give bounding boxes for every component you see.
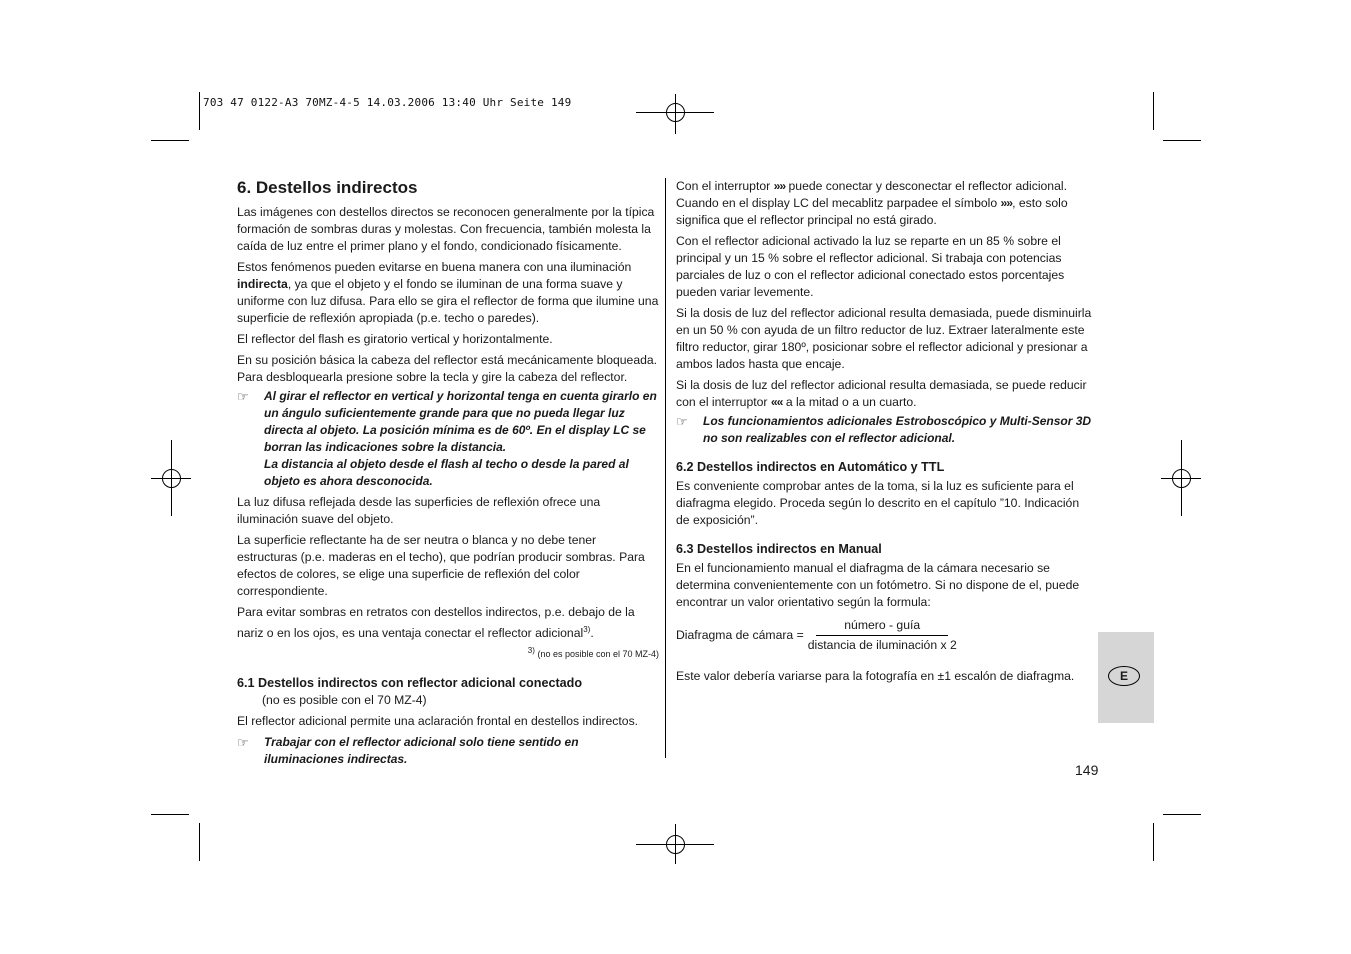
paragraph: Estos fenómenos pueden evitarse en buena manera con una iluminación indirecta, ya que el objeto y el fondo se iluminan de una forma suave y uniforme con luz difusa. Para ello se gira el reflector de forma que ilumine una superficie de reflexión apropiada (p.e. techo o paredes).: [237, 260, 659, 325]
crop-mark: [1163, 140, 1201, 141]
registration-mark-right: [1161, 440, 1201, 516]
registration-mark-top: [636, 94, 714, 134]
note-text: Al girar el reflector en vertical y horizontal tenga en cuenta girarlo en un ángulo suficientemente grande para que no pueda llegar luz directa al objeto. La posición mínima es de 60º. En el display LC se borran las indicaciones sobre la distancia.: [264, 389, 657, 454]
formula-label: Diafragma de cámara =: [676, 628, 804, 642]
paragraph: La superficie reflectante ha de ser neutra o blanca y no debe tener estructuras (p.e. maderas en el techo), que podrían producir sombras. Para efectos de colores, se elige una superficie de reflexión del color correspondiente.: [237, 533, 645, 598]
paragraph: Con el reflector adicional activado la luz se reparte en un 85 % sobre el principal y un 15 % sobre el reflector adicional. Si trabaja con potencias parciales de luz o con el reflector adicional conectado estos porcentajes pueden variar levemente.: [676, 234, 1065, 299]
right-column: [676, 178, 1096, 689]
note-text: Trabajar con el reflector adicional solo tiene sentido en iluminaciones indirectas.: [264, 735, 579, 767]
note-text: La distancia al objeto desde el flash al techo o desde la pared al objeto es ahora desconocida.: [264, 457, 629, 488]
crop-mark: [199, 823, 200, 861]
note-block: [237, 388, 659, 490]
subsection-title: 6.3 Destellos indirectos en Manual: [676, 542, 882, 556]
footnote: 3) (no es posible con el 70 MZ-4): [527, 646, 659, 660]
crop-mark: [1163, 814, 1201, 815]
crop-mark: [151, 814, 189, 815]
paragraph: El reflector del flash es giratorio vertical y horizontalmente.: [237, 332, 553, 346]
switch-icon: »»: [773, 179, 786, 193]
formula-denominator: distancia de iluminación x 2: [807, 638, 957, 652]
paragraph: En su posición básica la cabeza del reflector está mecánicamente bloqueada. Para desbloquearla presione sobre la tecla y gire la cabeza del reflector.: [237, 353, 658, 384]
paragraph: En el funcionamiento manual el diafragma de la cámara necesario se determina convenientemente con un fotómetro. Si no dispone de el, puede encontrar un valor orientativo según la formula:: [676, 561, 1080, 609]
paragraph: Las imágenes con destellos directos se reconocen generalmente por la típica formación de sombras duras y molestas. Con frecuencia, también molesta la caída de luz entre el primer plano y el fondo, condicionado físicamente.: [237, 205, 655, 253]
page-number: 149: [1075, 762, 1099, 778]
paragraph: Este valor debería variarse para la fotografía en ±1 escalón de diafragma.: [676, 669, 1075, 683]
registration-mark-bottom: [636, 824, 714, 864]
paragraph: Con el interruptor »» puede conectar y desconectar el reflector adicional. Cuando en el display LC del mecablitz parpadee el símbolo »», esto solo significa que el reflector principal no está girado.: [676, 179, 1068, 227]
language-tab: [1098, 632, 1154, 723]
language-badge: E: [1108, 666, 1140, 686]
subsection-title: 6.2 Destellos indirectos en Automático y TTL: [676, 460, 945, 474]
paragraph: La luz difusa reflejada desde las superficies de reflexión ofrece una iluminación suave del objeto.: [237, 495, 601, 526]
crop-mark: [199, 92, 200, 130]
note-block: [676, 413, 1096, 447]
section-title: 6. Destellos indirectos: [237, 178, 418, 197]
left-column: [237, 204, 659, 772]
crop-mark: [151, 140, 189, 141]
formula-fraction: [808, 617, 957, 654]
reflector-icon: »»: [1000, 196, 1013, 210]
paragraph: Si la dosis de luz del reflector adicional resulta demasiada, se puede reducir con el interruptor «« a la mitad o a un cuarto.: [676, 378, 1087, 409]
paragraph: El reflector adicional permite una aclaración frontal en destellos indirectos.: [237, 714, 639, 729]
print-header: 703 47 0122-A3 70MZ-4-5 14.03.2006 13:40 Uhr Seite 149: [203, 96, 572, 109]
paragraph: Si la dosis de luz del reflector adicional resulta demasiada, puede disminuirla en un 50 % con ayuda de un filtro reductor de luz. Extraer lateralmente este filtro reductor, girar 180º, posicionar sobre el reflector adicional y presionar a ambos lados hasta que encaje.: [676, 306, 1092, 371]
column-divider: [665, 178, 666, 758]
note-text: Los funcionamientos adicionales Estroboscópico y Multi-Sensor 3D no son realizables con el reflector adicional.: [703, 414, 1092, 445]
pointing-hand-icon: ☞: [676, 414, 688, 429]
crop-mark: [1153, 92, 1154, 130]
pointing-hand-icon: ☞: [237, 389, 249, 404]
subsection-subtitle: (no es posible con el 70 MZ-4): [262, 693, 427, 708]
paragraph: Para evitar sombras en retratos con destellos indirectos, p.e. debajo de la nariz o en los ojos, es una ventaja conectar el reflector adicional$^{3)}$.: [237, 605, 635, 641]
formula-numerator: número - guía: [816, 617, 948, 636]
crop-mark: [1153, 823, 1154, 861]
half-power-icon: ««: [770, 395, 783, 409]
subsection-title: 6.1 Destellos indirectos con reflector adicional conectado: [237, 676, 583, 691]
registration-mark-left: [151, 440, 191, 516]
pointing-hand-icon: ☞: [237, 735, 249, 751]
paragraph: Es conveniente comprobar antes de la toma, si la luz es suficiente para el diafragma elegido. Proceda según lo descrito en el capítulo ”10. Indicación de exposición”.: [676, 479, 1080, 527]
note-block: [237, 734, 659, 768]
formula: [676, 617, 1096, 654]
